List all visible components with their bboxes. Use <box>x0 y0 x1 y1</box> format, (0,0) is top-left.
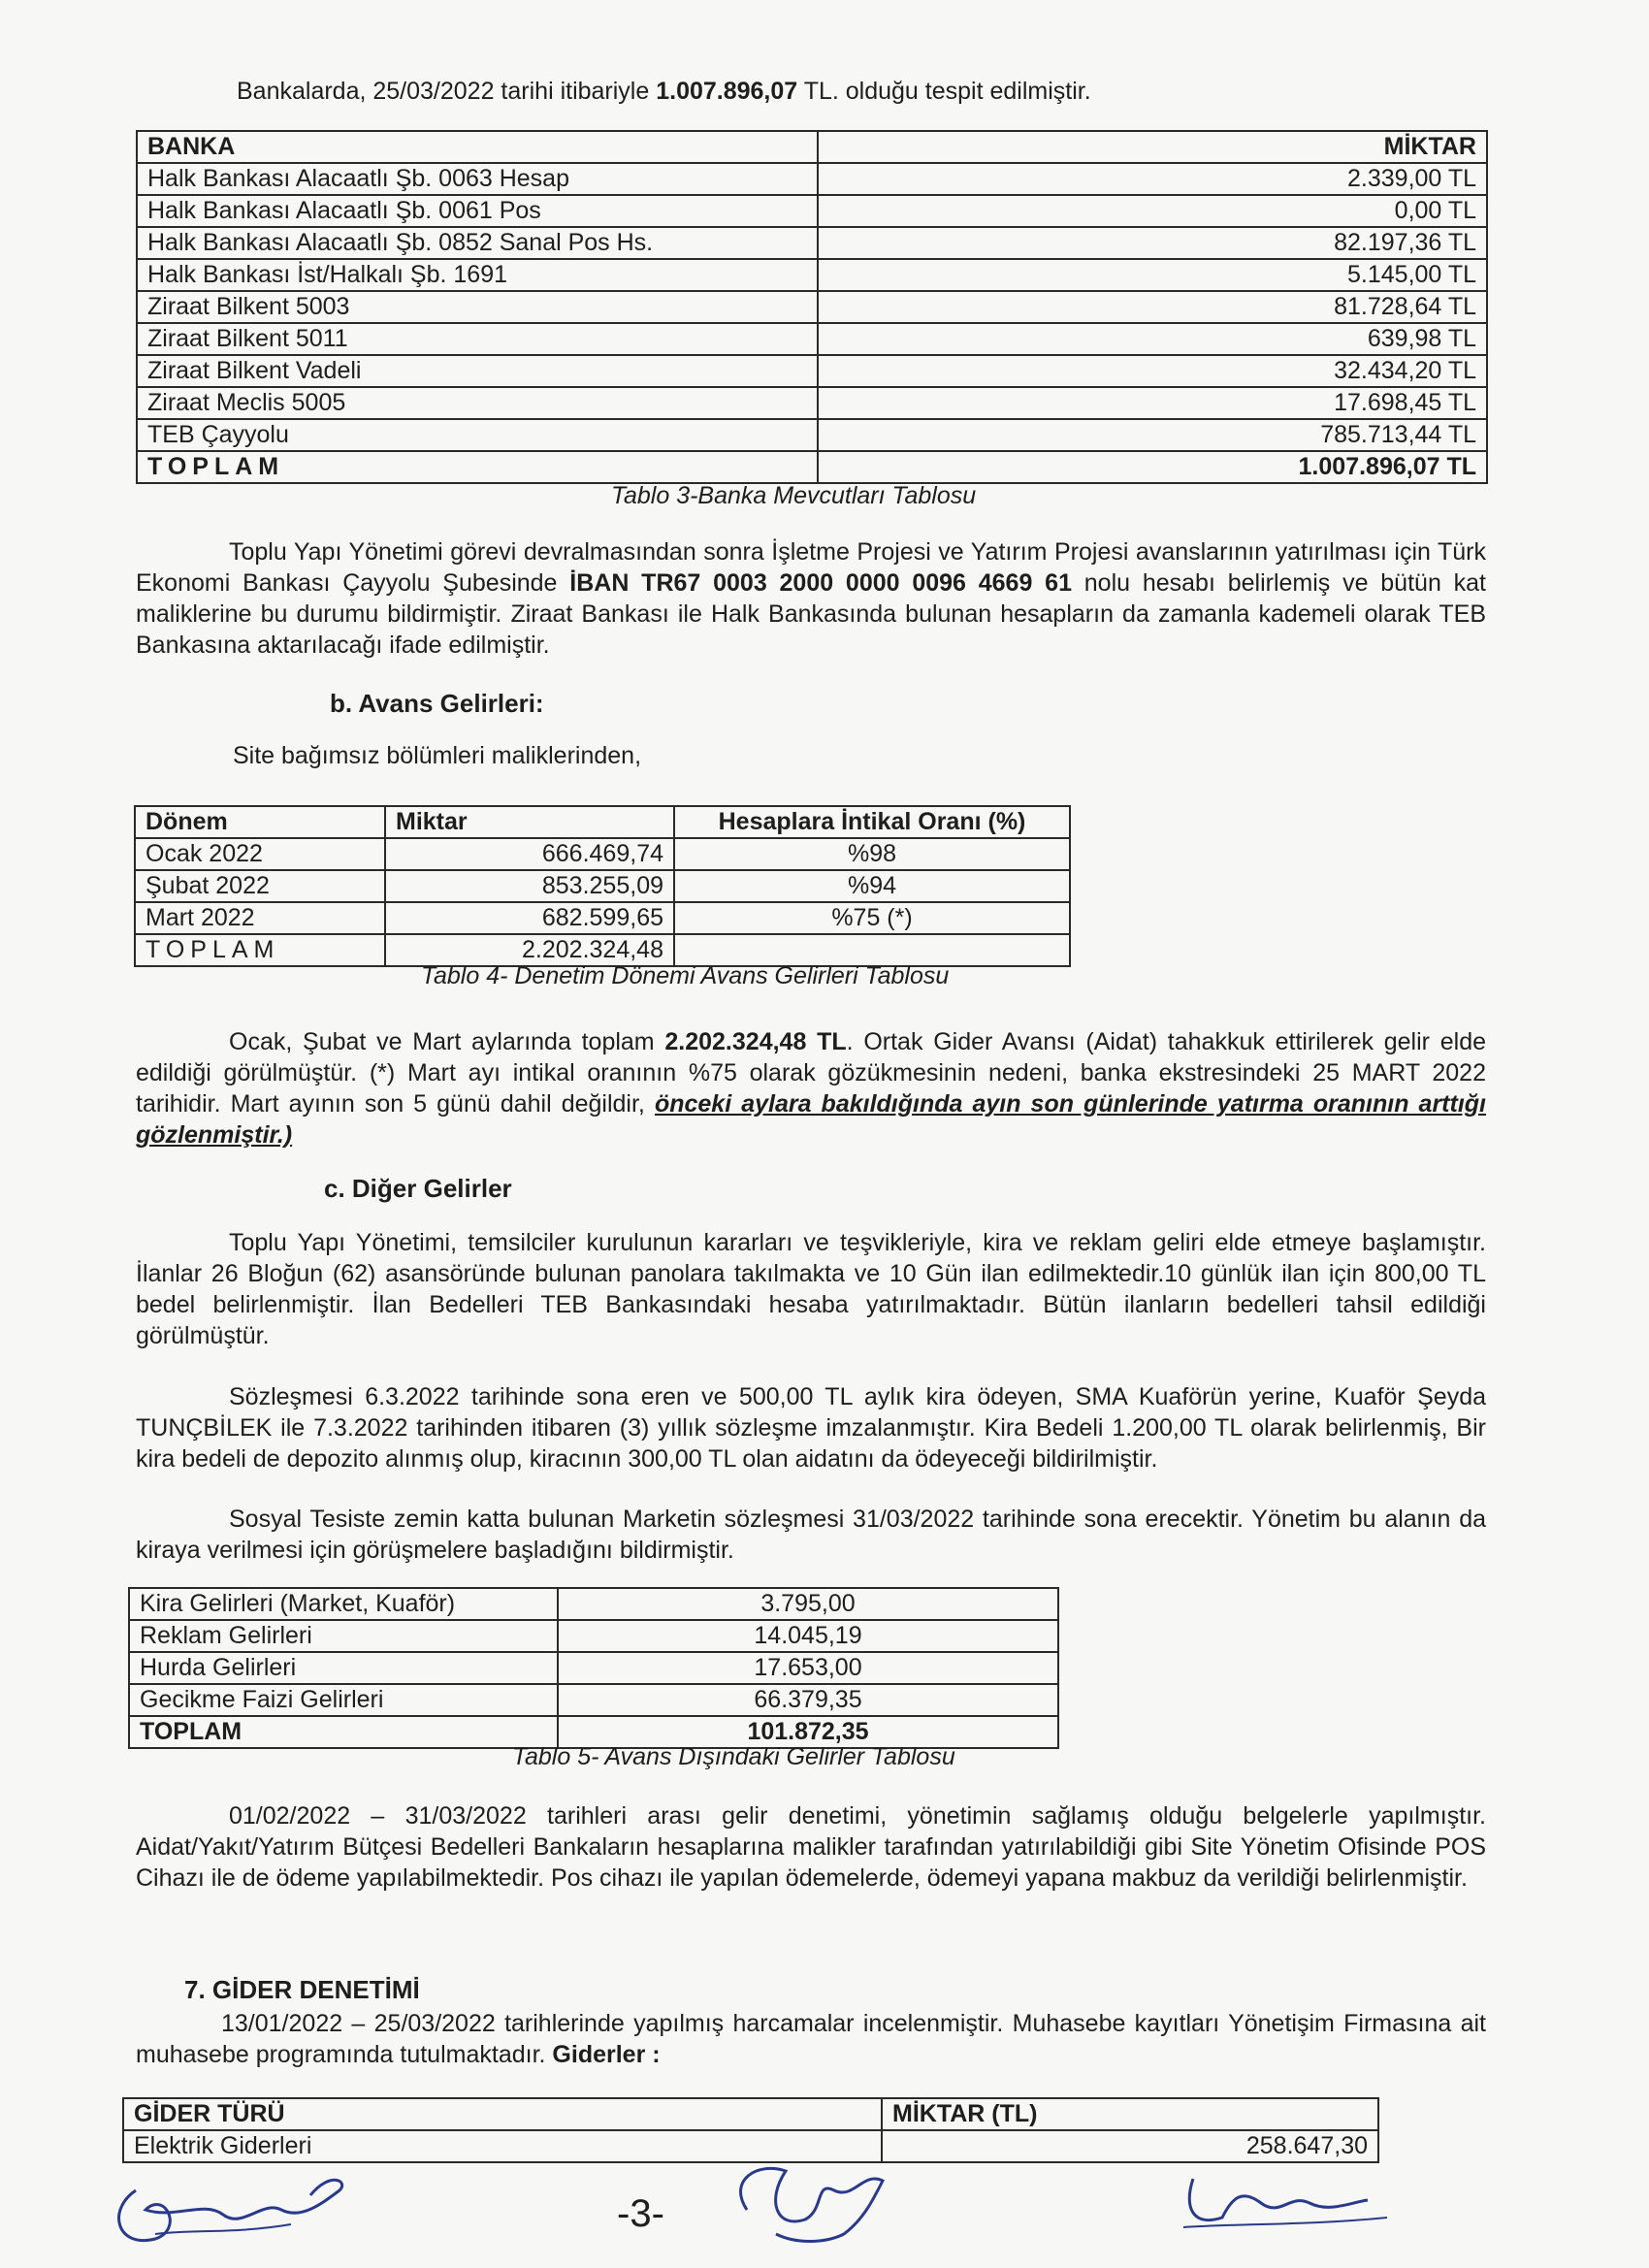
section-b-lead: Site bağımsız bölümleri maliklerinden, <box>233 742 642 769</box>
total-label: TOPLAM <box>135 934 385 966</box>
table-row: Halk Bankası Alacaatlı Şb. 0061 Pos 0,00 TL <box>137 195 1487 227</box>
intro-prefix: Bankalarda, 25/03/2022 tarihi itibariyle <box>237 78 657 105</box>
emphasized-note: önceki aylara bakıldığında ayın son günlerinde yatırma oranının arttığı gözlenmiştir.) <box>136 1090 1486 1149</box>
advance-table <box>134 805 1071 967</box>
other-income-paragraph-3: Sosyal Tesiste zemin katta bulunan Marketin sözleşmesi 31/03/2022 tarihinde sona erecektir. Yönetim bu alanın da kiraya verilmesi için görüşmelere başladığını bildirmiştir. <box>136 1506 1486 1564</box>
amount-col-header: Miktar <box>385 806 674 838</box>
total-amount: 1.007.896,07 TL <box>818 451 1487 483</box>
table-row: Ziraat Bilkent 5003 81.728,64 TL <box>137 291 1487 323</box>
iban-paragraph: Toplu Yapı Yönetimi görevi devralmasından sonra İşletme Projesi ve Yatırım Projesi avanslarının yatırılması için Türk Ekonomi Bankası Çayyolu Şubesinde İBAN TR67 0003 2000 0000 0096 4669 61 nolu hesabı belirlemiş ve bütün kat maliklerine bu durumu bildirmiştir. Ziraat Bankası ile Halk Bankasında bulunan hesapların da zamanla kademeli olarak TEB Bankasına aktarılacağı ifade edilmiştir. <box>136 538 1486 659</box>
table-row: Elektrik Giderleri 258.647,30 <box>123 2130 1378 2162</box>
intro-amount: 1.007.896,07 <box>656 78 798 105</box>
signature-3 <box>1164 2150 1397 2247</box>
intro-line <box>237 78 1091 106</box>
signature-1 <box>97 2152 388 2258</box>
table-row: Ziraat Bilkent 5011 639,98 TL <box>137 323 1487 355</box>
table-row: Mart 2022 682.599,65 %75 (*) <box>135 902 1070 934</box>
amount-col-header: MİKTAR (TL) <box>882 2098 1378 2130</box>
table-row: Ziraat Meclis 5005 17.698,45 TL <box>137 387 1487 419</box>
total-amount: 2.202.324,48 <box>385 934 674 966</box>
expense-intro-paragraph: 13/01/2022 – 25/03/2022 tarihlerinde yapılmış harcamalar incelenmiştir. Muhasebe kayıtları Yönetişim Firmasına ait muhasebe programında tutulmaktadır. Giderler : <box>136 2010 1486 2068</box>
total-amount: 101.872,35 <box>558 1716 1058 1748</box>
total-row <box>137 451 1487 483</box>
table-row: TEB Çayyolu 785.713,44 TL <box>137 419 1487 451</box>
page-number: -3- <box>617 2192 664 2235</box>
advance-table-header <box>135 806 1070 838</box>
table-row: Şubat 2022 853.255,09 %94 <box>135 870 1070 902</box>
bank-table-header <box>137 131 1487 163</box>
total-label: TOPLAM <box>129 1716 558 1748</box>
intro-suffix: TL. olduğu tespit edilmiştir. <box>797 78 1091 105</box>
bank-table <box>136 130 1488 484</box>
audit-paragraph: 01/02/2022 – 31/03/2022 tarihleri arası gelir denetimi, yönetimin sağlamış olduğu belgelerle yapılmıştır. Aidat/Yakıt/Yatırım Bütçesi Bedelleri Bankaların hesaplarına malikler tarafından yatırılabildiği gibi Site Yönetim Ofisinde POS Cihazı ile de ödeme yapılabilmektedir. Pos cihazı ile yapılan ödemelerde, ödemeyi yapana makbuz da verildiği belirlenmiştir. <box>136 1802 1486 1892</box>
type-col-header: GİDER TÜRÜ <box>123 2098 882 2130</box>
total-label: TOPLAM <box>137 451 818 483</box>
table-row: Gecikme Faizi Gelirleri 66.379,35 <box>129 1684 1058 1716</box>
rate-col-header: Hesaplara İntikal Oranı (%) <box>674 806 1070 838</box>
table-row: Halk Bankası Alacaatlı Şb. 0063 Hesap 2.339,00 TL <box>137 163 1487 195</box>
period-col-header: Dönem <box>135 806 385 838</box>
other-income-paragraph-1: Toplu Yapı Yönetimi, temsilciler kurulunun kararları ve teşvikleriyle, kira ve reklam geliri elde etmeye başlamıştır. İlanlar 26 Bloğun (62) asansöründe bulunan panolara takılmakta ve 10 Gün ilan edilmektedir.10 günlük ilan için 800,00 TL bedel belirlenmiştir. İlan Bedelleri TEB Bankasındaki hesaba yatırılmaktadır. Bütün ilanların bedelleri tahsil edildiği görülmüştür. <box>136 1229 1486 1349</box>
section-c-heading: c. Diğer Gelirler <box>324 1174 512 1203</box>
section-7-heading: 7. GİDER DENETİMİ <box>184 1975 420 2004</box>
table-caption: Tablo 4- Denetim Dönemi Avans Gelirleri Tablosu <box>421 962 950 989</box>
section-b-heading: b. Avans Gelirleri: <box>330 689 544 718</box>
expense-table-header <box>123 2098 1378 2130</box>
table-row: Ocak 2022 666.469,74 %98 <box>135 838 1070 870</box>
table-row: Hurda Gelirleri 17.653,00 <box>129 1652 1058 1684</box>
table-row: Ziraat Bilkent Vadeli 32.434,20 TL <box>137 355 1487 387</box>
other-income-table <box>128 1587 1059 1749</box>
other-income-paragraph-2: Sözleşmesi 6.3.2022 tarihinde sona eren ve 500,00 TL aylık kira ödeyen, SMA Kuaförün yerine, Kuaför Şeyda TUNÇBİLEK ile 7.3.2022 tarihinden itibaren (3) yıllık sözleşme imzalanmıştır. Kira Bedeli 1.200,00 TL olarak belirlenmiş, Bir kira bedeli de depozito alınmış olup, kiracının 300,00 TL olan aidatını da ödeyeceği bildirilmiştir. <box>136 1383 1486 1473</box>
table-row: Halk Bankası İst/Halkalı Şb. 1691 5.145,00 TL <box>137 259 1487 291</box>
table-row: Reklam Gelirleri 14.045,19 <box>129 1620 1058 1652</box>
table-row: Halk Bankası Alacaatlı Şb. 0852 Sanal Pos Hs. 82.197,36 TL <box>137 227 1487 259</box>
table-caption: Tablo 3-Banka Mevcutları Tablosu <box>611 482 977 509</box>
signature-2 <box>718 2142 912 2258</box>
table-row: Kira Gelirleri (Market, Kuaför) 3.795,00 <box>129 1588 1058 1620</box>
advance-paragraph: Ocak, Şubat ve Mart aylarında toplam 2.202.324,48 TL. Ortak Gider Avansı (Aidat) tahakkuk ettirilerek gelir elde edildiği görülmüştür. (*) Mart ayı intikal oranının %75 olarak gözükmesinin nedeni, banka ekstresindeki 25 MART 2022 tarihidir. Mart ayının son 5 günü dahil değildir, önceki aylara bakıldığında ayın son günlerinde yatırma oranının arttığı gözlenmiştir.) <box>136 1028 1486 1149</box>
bank-col-header: BANKA <box>137 131 818 163</box>
table-caption: Tablo 5- Avans Dışındaki Gelirler Tablosu <box>512 1743 955 1770</box>
amount-col-header: MİKTAR <box>818 131 1487 163</box>
iban-number: İBAN TR67 0003 2000 0000 0096 4669 61 <box>569 569 1072 597</box>
